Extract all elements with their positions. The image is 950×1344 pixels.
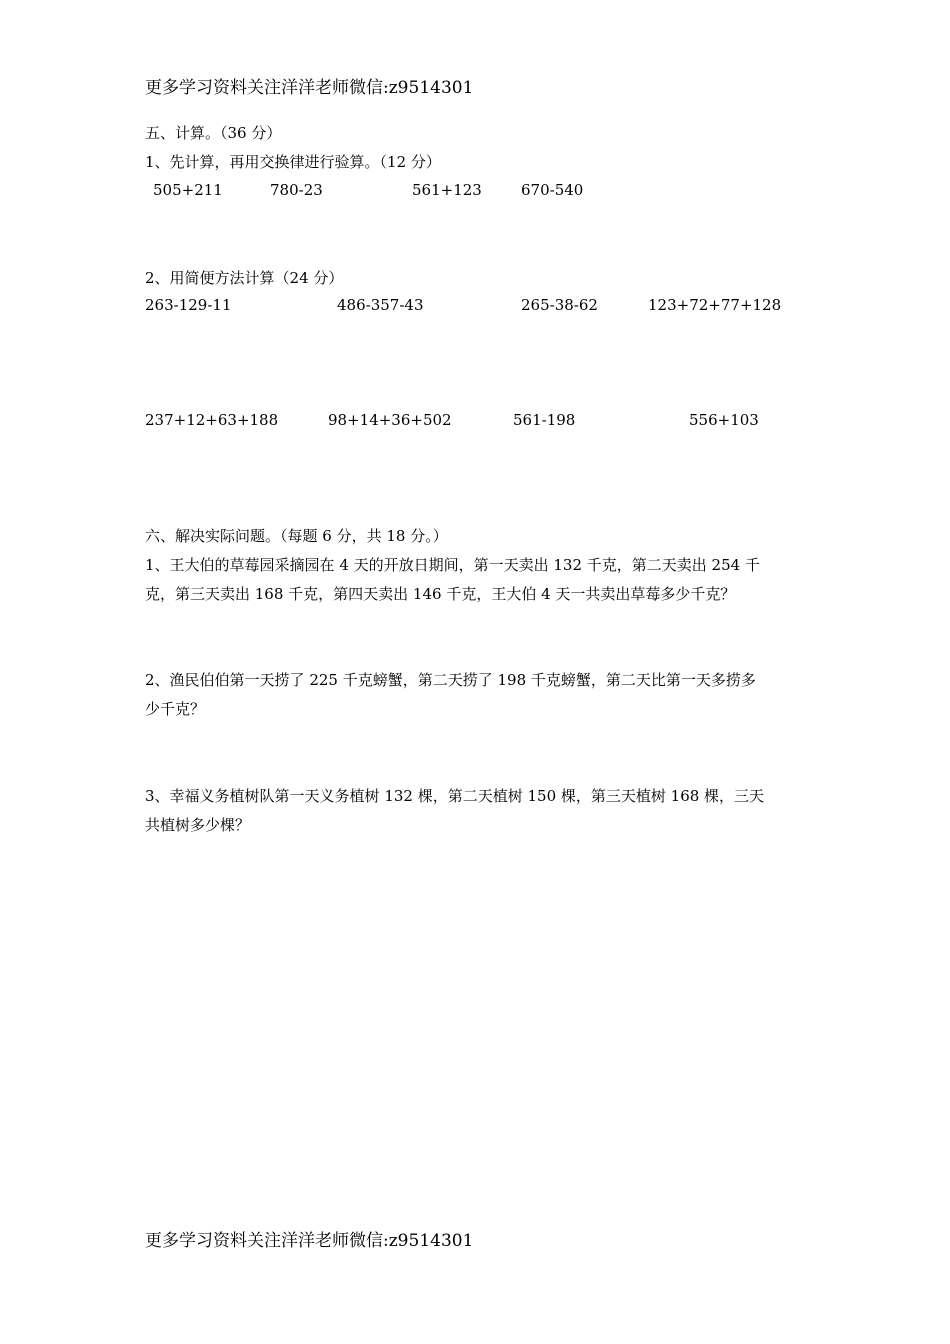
problem-3-line-1: 3、幸福义务植树队第一天义务植树 132 棵，第二天植树 150 棵，第三天植树 168 棵，三天: [145, 787, 765, 805]
section5-title: 五、计算。（36 分）: [145, 124, 282, 142]
section6-title: 六、解决实际问题。（每题 6 分，共 18 分。）: [145, 527, 448, 545]
section5-part1-title: 1、先计算，再用交换律进行验算。（12 分）: [145, 153, 441, 171]
expression: 123+72+77+128: [648, 296, 782, 314]
problem-1-line-1: 1、王大伯的草莓园采摘园在 4 天的开放日期间，第一天卖出 132 千克，第二天卖出 254 千: [145, 556, 760, 574]
expression: 98+14+36+502: [328, 411, 452, 429]
part1-expression-row: [0, 181, 950, 201]
part2-expression-row-2: [0, 411, 950, 431]
part2-expression-row-1: [0, 296, 950, 316]
problem-1-line-2: 克，第三天卖出 168 千克，第四天卖出 146 千克，王大伯 4 天一共卖出草莓多少千克？: [145, 585, 736, 603]
expression: 556+103: [689, 411, 759, 429]
expression: 263-129-11: [145, 296, 232, 314]
problem-3-line-2: 共植树多少棵？: [145, 816, 251, 834]
expression: 265-38-62: [521, 296, 598, 314]
page-footer: 更多学习资料关注洋洋老师微信:z9514301: [145, 1231, 474, 1251]
expression: 670-540: [521, 181, 584, 199]
page-header: 更多学习资料关注洋洋老师微信:z9514301: [145, 78, 474, 98]
expression: 780-23: [270, 181, 323, 199]
expression: 505+211: [153, 181, 223, 199]
expression: 486-357-43: [337, 296, 424, 314]
problem-2-line-1: 2、渔民伯伯第一天捞了 225 千克螃蟹，第二天捞了 198 千克螃蟹，第二天比第一天多捞多: [145, 671, 756, 689]
expression: 237+12+63+188: [145, 411, 279, 429]
problem-2-line-2: 少千克？: [145, 700, 206, 718]
expression: 561+123: [412, 181, 482, 199]
section5-part2-title: 2、用简便方法计算（24 分）: [145, 269, 344, 287]
expression: 561-198: [513, 411, 576, 429]
